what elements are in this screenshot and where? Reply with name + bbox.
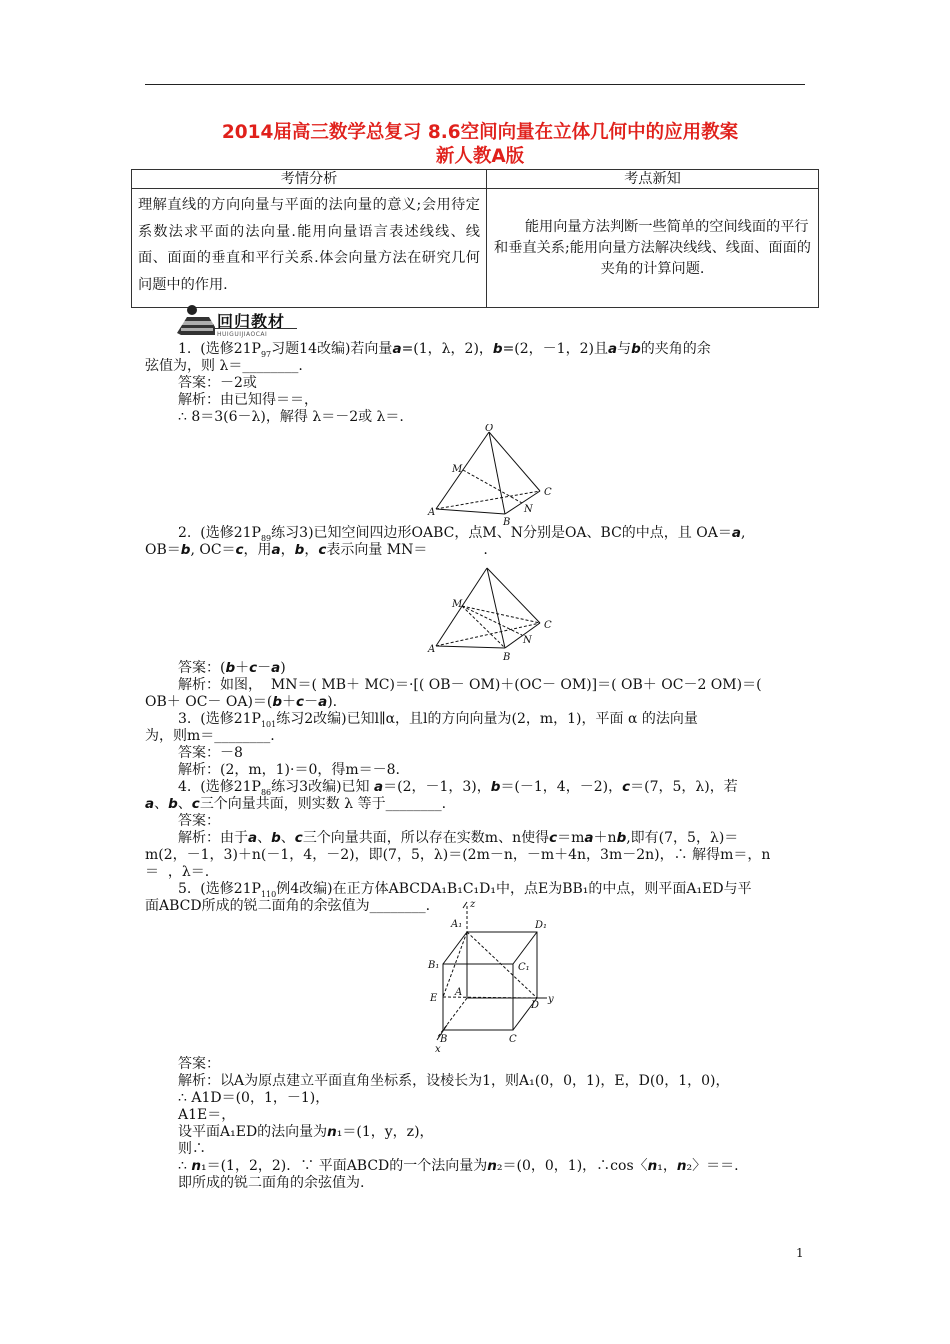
problem-3-answer: 答案：－8 [178,745,243,761]
problem-4-analysis-2: m(2，－1，3)＋n(－1，4，－2)，即(7，5，λ)＝(2m－n，－m＋4n，3m－2n)，∴ 解得m＝，n [145,847,771,863]
problem-2-analysis-1: 解析：如图， MN＝( MB＋ MC)＝·[( OB－ OM)＋(OC－ OM)]＝( OB＋ OC－2 OM)＝( [178,677,762,693]
problem-1-line2: 弦值为，则 λ＝________. [145,358,303,374]
problem-5-line1: 5. (选修$21P_{110}$例4改编)在正方体ABCDA₁B₁C₁D₁中，点E为BB₁的中点，则平面A₁ED与平 [178,881,752,899]
fig3-label-b: B [440,1034,448,1045]
problem-4-analysis-1: 解析：由于a、b、c三个向量共面，所以存在实数m、n使得c＝ma＋nb,即有(7，5，λ)＝ [178,830,739,846]
problem-4-line2: a、b、c三个向量共面，则实数 λ 等于________. [145,796,447,812]
fig2-label-a: A [428,644,436,655]
problem-2-line1: 2. (选修$21P_{89}$练习3)已知空间四边形OABC，点M、N分别是OA、BC的中点，且 OA＝a, [178,525,746,543]
section-banner [175,303,300,339]
analysis-table [131,169,819,308]
fig3-label-d: D [531,1000,540,1011]
problem-1-answer: 答案：－2或 [178,375,257,391]
banner-subtitle: HUIGUIJIAOCAI [217,331,268,338]
problem-4-answer: 答案： [178,813,220,829]
problem-1-analysis: 解析：由已知得＝＝， [178,392,318,408]
fig1-label-b: B [503,517,511,528]
fig3-label-x: x [435,1044,441,1055]
problem-5-analysis-3: A1E＝， [178,1107,236,1123]
table-header-analysis: 考情分析 [132,170,487,189]
problem-5-answer: 答案： [178,1056,220,1072]
problem-5-analysis-5: 则∴ [178,1141,206,1157]
doc-title-line1: 2014届高三数学总复习 8.6空间向量在立体几何中的应用教案 [221,122,739,143]
fig1-label-c: C [544,487,552,498]
table-cell-analysis: 理解直线的方向向量与平面的法向量的意义;会用待定系数法求平面的法向量.能用向量语言表述线线、线面、面面的垂直和平行关系.体会向量方法在研究几何问题中的作用. [132,189,487,308]
fig3-label-a1: A₁ [451,919,463,930]
problem-5-analysis-7: 即所成的锐二面角的余弦值为. [178,1175,365,1191]
fig2-label-m: M [452,599,463,610]
problem-5-analysis-1: 解析：以A为原点建立平面直角坐标系，设棱长为1，则A₁(0，0，1)，E，D(0，1，0)， [178,1073,730,1089]
fig2-label-b: B [503,652,511,663]
fig3-label-y: y [548,994,554,1005]
fig3-label-c1: C₁ [518,962,530,973]
banner-underline [215,328,297,329]
fig3-label-d1: D₁ [535,920,548,931]
fig1-label-m: M [452,464,463,475]
tetrahedron-figure-2 [425,558,560,663]
fig1-label-n: N [524,504,533,515]
fig3-label-c: C [509,1034,517,1045]
page-number: 1 [796,1246,804,1260]
fig3-label-a: A [455,987,463,998]
fig3-label-e: E [430,993,438,1004]
problem-5-analysis-2: ∴ A1D＝(0，1，－1)， [178,1090,330,1106]
top-rule [145,84,805,85]
book-stack-icon [175,303,217,339]
problem-3-line2: 为，则m＝________. [145,728,275,744]
cube-figure [425,898,565,1058]
problem-3-analysis: 解析：(2，m，1)·＝0，得m＝－8. [178,762,401,778]
fig2-label-n: N [523,635,532,646]
problem-1-line1: 1. (选修$21P_{97}$习题14改编)若向量a=(1，λ，2)，b=(2，－1，2)且a与b的夹角的余 [178,341,711,359]
fig3-label-z: z [470,899,476,910]
table-header-knowledge: 考点新知 [487,170,819,189]
table-cell-knowledge: 能用向量方法判断一些简单的空间线面的平行和垂直关系;能用向量方法解决线线、线面、面面的夹角的计算问题. [487,189,819,308]
problem-4-line1: 4. (选修$21P_{86}$练习3改编)已知 a＝(2，－1，3)，b＝(－1，4，－2)，c＝(7，5，λ)，若 [178,779,738,797]
problem-5-analysis-6: ∴ n₁＝(1，2，2)．∵ 平面ABCD的一个法向量为n₂＝(0，0，1)，∴cos〈n₁，n₂〉＝＝. [178,1158,739,1174]
fig1-label-a: A [428,507,436,518]
problem-4-analysis-3: ＝ ，λ＝. [145,864,210,880]
banner-title: 回归教材 [217,312,286,331]
doc-title-line2: 新人教A版 [435,146,525,167]
problem-3-line1: 3. (选修$21P_{101}$练习2改编)已知l∥α，且l的方向向量为(2，m，1)，平面 α 的法向量 [178,711,698,729]
problem-5-line2: 面ABCD所成的锐二面角的余弦值为________. [145,898,431,914]
problem-2-line2: OB＝b, OC＝c，用a，b，c表示向量 MN＝ . [145,542,488,558]
problem-2-answer: 答案：(b＋c－a) [178,660,286,676]
problem-2-analysis-2: OB＋ OC－ OA)＝(b＋c－a). [145,694,338,710]
fig2-label-c: C [544,620,552,631]
fig3-label-b1: B₁ [428,960,440,971]
problem-5-analysis-4: 设平面A₁ED的法向量为n₁＝(1，y，z)， [178,1124,434,1140]
problem-1-result: ∴ 8＝3(6－λ)，解得 λ＝－2或 λ＝. [178,409,404,425]
tetrahedron-figure-1 [425,424,560,529]
fig1-label-o: O [485,424,494,434]
